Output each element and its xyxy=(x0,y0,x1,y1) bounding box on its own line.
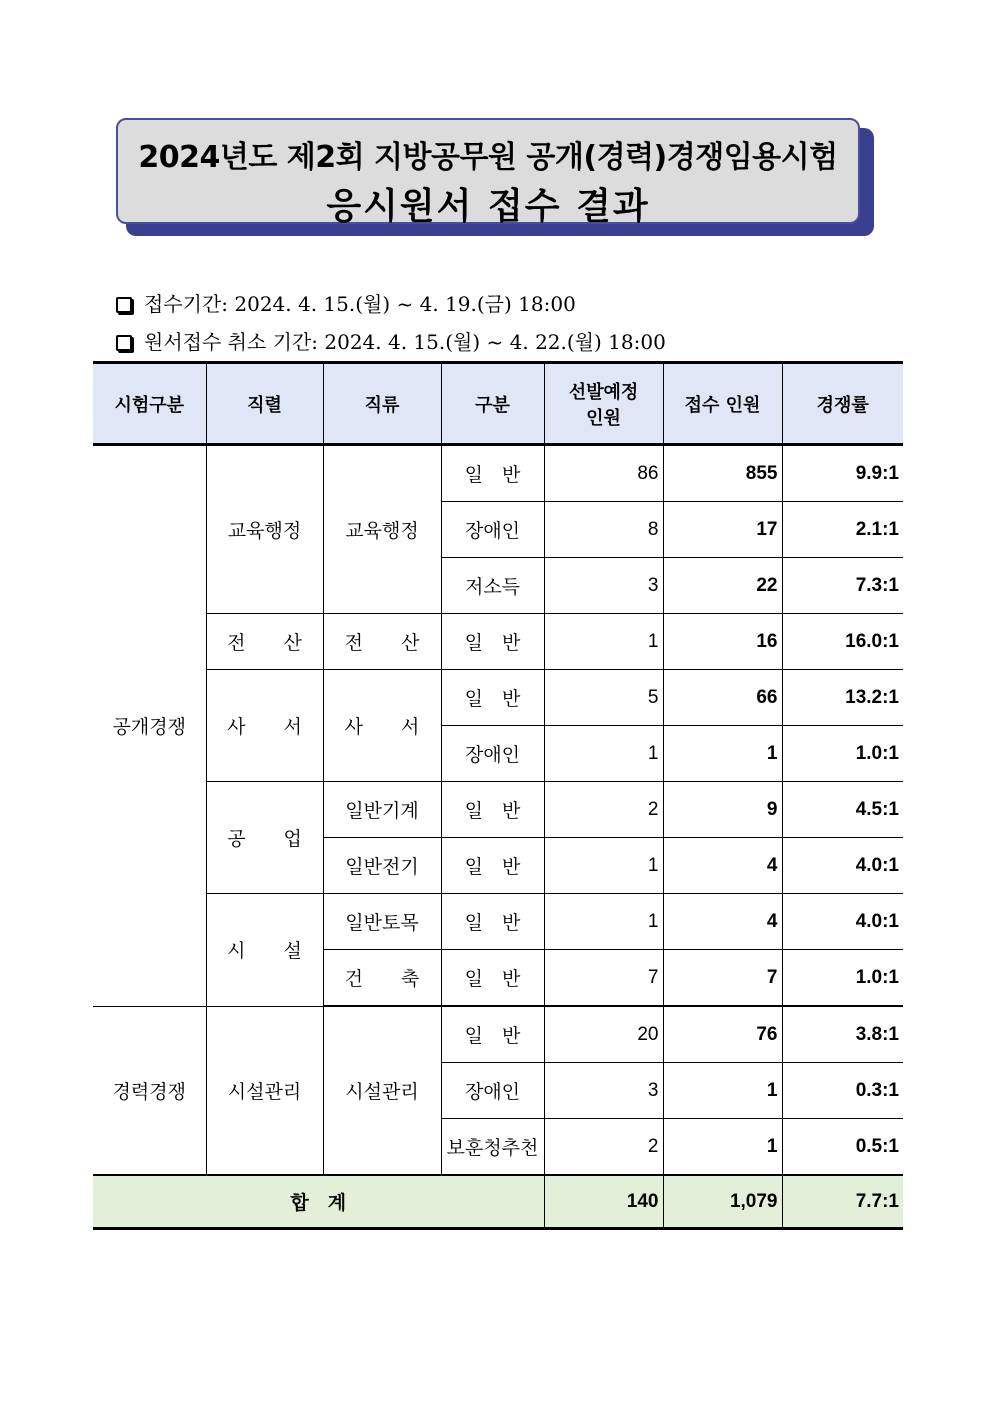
header-planned xyxy=(544,363,663,445)
planned-cell: 8 xyxy=(544,502,663,558)
applicants-cell: 16 xyxy=(663,614,782,670)
category-cell: 일 반 xyxy=(441,950,544,1007)
planned-cell: 2 xyxy=(544,1119,663,1176)
ratio-cell: 2.1:1 xyxy=(782,502,903,558)
category-cell: 일 반 xyxy=(441,614,544,670)
table-header-row xyxy=(93,363,903,445)
applicants-cell: 855 xyxy=(663,445,782,502)
info-cancel-period xyxy=(116,326,666,355)
table-row xyxy=(93,1006,903,1063)
table-row xyxy=(93,614,903,670)
applicants-cell: 4 xyxy=(663,894,782,950)
series-cell: 시설관리 xyxy=(206,1006,323,1175)
planned-cell: 5 xyxy=(544,670,663,726)
ratio-cell: 4.5:1 xyxy=(782,782,903,838)
ratio-cell: 1.0:1 xyxy=(782,950,903,1007)
header-exam-type: 시험구분 xyxy=(93,363,206,445)
series-cell: 교육행정 xyxy=(206,445,323,614)
applicants-cell: 9 xyxy=(663,782,782,838)
table-row xyxy=(93,670,903,726)
series-cell: 사 서 xyxy=(206,670,323,782)
category-cell: 저소득 xyxy=(441,558,544,614)
header-series: 직렬 xyxy=(206,363,323,445)
checkbox-bullet-icon xyxy=(116,335,132,351)
checkbox-bullet-icon xyxy=(116,297,132,313)
category-cell: 장애인 xyxy=(441,1063,544,1119)
planned-cell: 2 xyxy=(544,782,663,838)
class-cell: 사 서 xyxy=(323,670,441,782)
category-cell: 일 반 xyxy=(441,782,544,838)
ratio-cell: 7.3:1 xyxy=(782,558,903,614)
category-cell: 보훈청추천 xyxy=(441,1119,544,1176)
planned-cell: 1 xyxy=(544,726,663,782)
applicants-cell: 66 xyxy=(663,670,782,726)
planned-cell: 7 xyxy=(544,950,663,1007)
total-ratio: 7.7:1 xyxy=(782,1175,903,1229)
planned-cell: 1 xyxy=(544,614,663,670)
header-class: 직류 xyxy=(323,363,441,445)
category-cell: 일 반 xyxy=(441,1006,544,1063)
ratio-cell: 3.8:1 xyxy=(782,1006,903,1063)
applicants-cell: 76 xyxy=(663,1006,782,1063)
class-cell: 교육행정 xyxy=(323,445,441,614)
class-cell: 전 산 xyxy=(323,614,441,670)
series-cell: 시 설 xyxy=(206,894,323,1007)
applicants-cell: 1 xyxy=(663,726,782,782)
ratio-cell: 16.0:1 xyxy=(782,614,903,670)
applicants-cell: 7 xyxy=(663,950,782,1007)
ratio-cell: 13.2:1 xyxy=(782,670,903,726)
applicants-cell: 1 xyxy=(663,1063,782,1119)
category-cell: 일 반 xyxy=(441,670,544,726)
class-cell: 일반기계 xyxy=(323,782,441,838)
applicants-cell: 17 xyxy=(663,502,782,558)
planned-cell: 1 xyxy=(544,894,663,950)
category-cell: 장애인 xyxy=(441,502,544,558)
category-cell: 장애인 xyxy=(441,726,544,782)
applicants-cell: 1 xyxy=(663,1119,782,1176)
ratio-cell: 0.5:1 xyxy=(782,1119,903,1176)
class-cell: 시설관리 xyxy=(323,1006,441,1175)
header-applicants: 접수 인원 xyxy=(663,363,782,445)
category-cell: 일 반 xyxy=(441,894,544,950)
cancel-period-text: 원서접수 취소 기간: 2024. 4. 15.(월) ~ 4. 22.(월) 18:00 xyxy=(144,330,666,354)
class-cell: 일반전기 xyxy=(323,838,441,894)
header-ratio: 경쟁률 xyxy=(782,363,903,445)
header-planned-line2: 인원 xyxy=(586,407,621,429)
title-box xyxy=(116,118,860,227)
series-cell: 공 업 xyxy=(206,782,323,894)
results-table xyxy=(93,361,903,1230)
page-subtitle: 응시원서 접수 결과 xyxy=(326,186,650,227)
info-receipt-period xyxy=(116,288,576,317)
table-row xyxy=(93,782,903,838)
series-cell: 전 산 xyxy=(206,614,323,670)
planned-cell: 3 xyxy=(544,558,663,614)
category-cell: 일 반 xyxy=(441,445,544,502)
table-row xyxy=(93,894,903,950)
applicants-cell: 4 xyxy=(663,838,782,894)
header-category: 구분 xyxy=(441,363,544,445)
class-cell: 일반토목 xyxy=(323,894,441,950)
ratio-cell: 4.0:1 xyxy=(782,838,903,894)
ratio-cell: 0.3:1 xyxy=(782,1063,903,1119)
planned-cell: 20 xyxy=(544,1006,663,1063)
planned-cell: 1 xyxy=(544,838,663,894)
group-open: 공개경쟁 xyxy=(93,445,206,1007)
table-row xyxy=(93,445,903,502)
page-title: 2024년도 제2회 지방공무원 공개(경력)경쟁임용시험 xyxy=(138,140,838,175)
ratio-cell: 9.9:1 xyxy=(782,445,903,502)
ratio-cell: 1.0:1 xyxy=(782,726,903,782)
category-cell: 일 반 xyxy=(441,838,544,894)
header-planned-line1: 선발예정 xyxy=(568,381,639,403)
ratio-cell: 4.0:1 xyxy=(782,894,903,950)
total-planned: 140 xyxy=(544,1175,663,1229)
total-applicants: 1,079 xyxy=(663,1175,782,1229)
planned-cell: 3 xyxy=(544,1063,663,1119)
planned-cell: 86 xyxy=(544,445,663,502)
total-label: 합 계 xyxy=(93,1175,544,1229)
receipt-period-text: 접수기간: 2024. 4. 15.(월) ~ 4. 19.(금) 18:00 xyxy=(144,292,576,316)
total-row xyxy=(93,1175,903,1229)
class-cell: 건 축 xyxy=(323,950,441,1007)
applicants-cell: 22 xyxy=(663,558,782,614)
group-career: 경력경쟁 xyxy=(93,1006,206,1175)
